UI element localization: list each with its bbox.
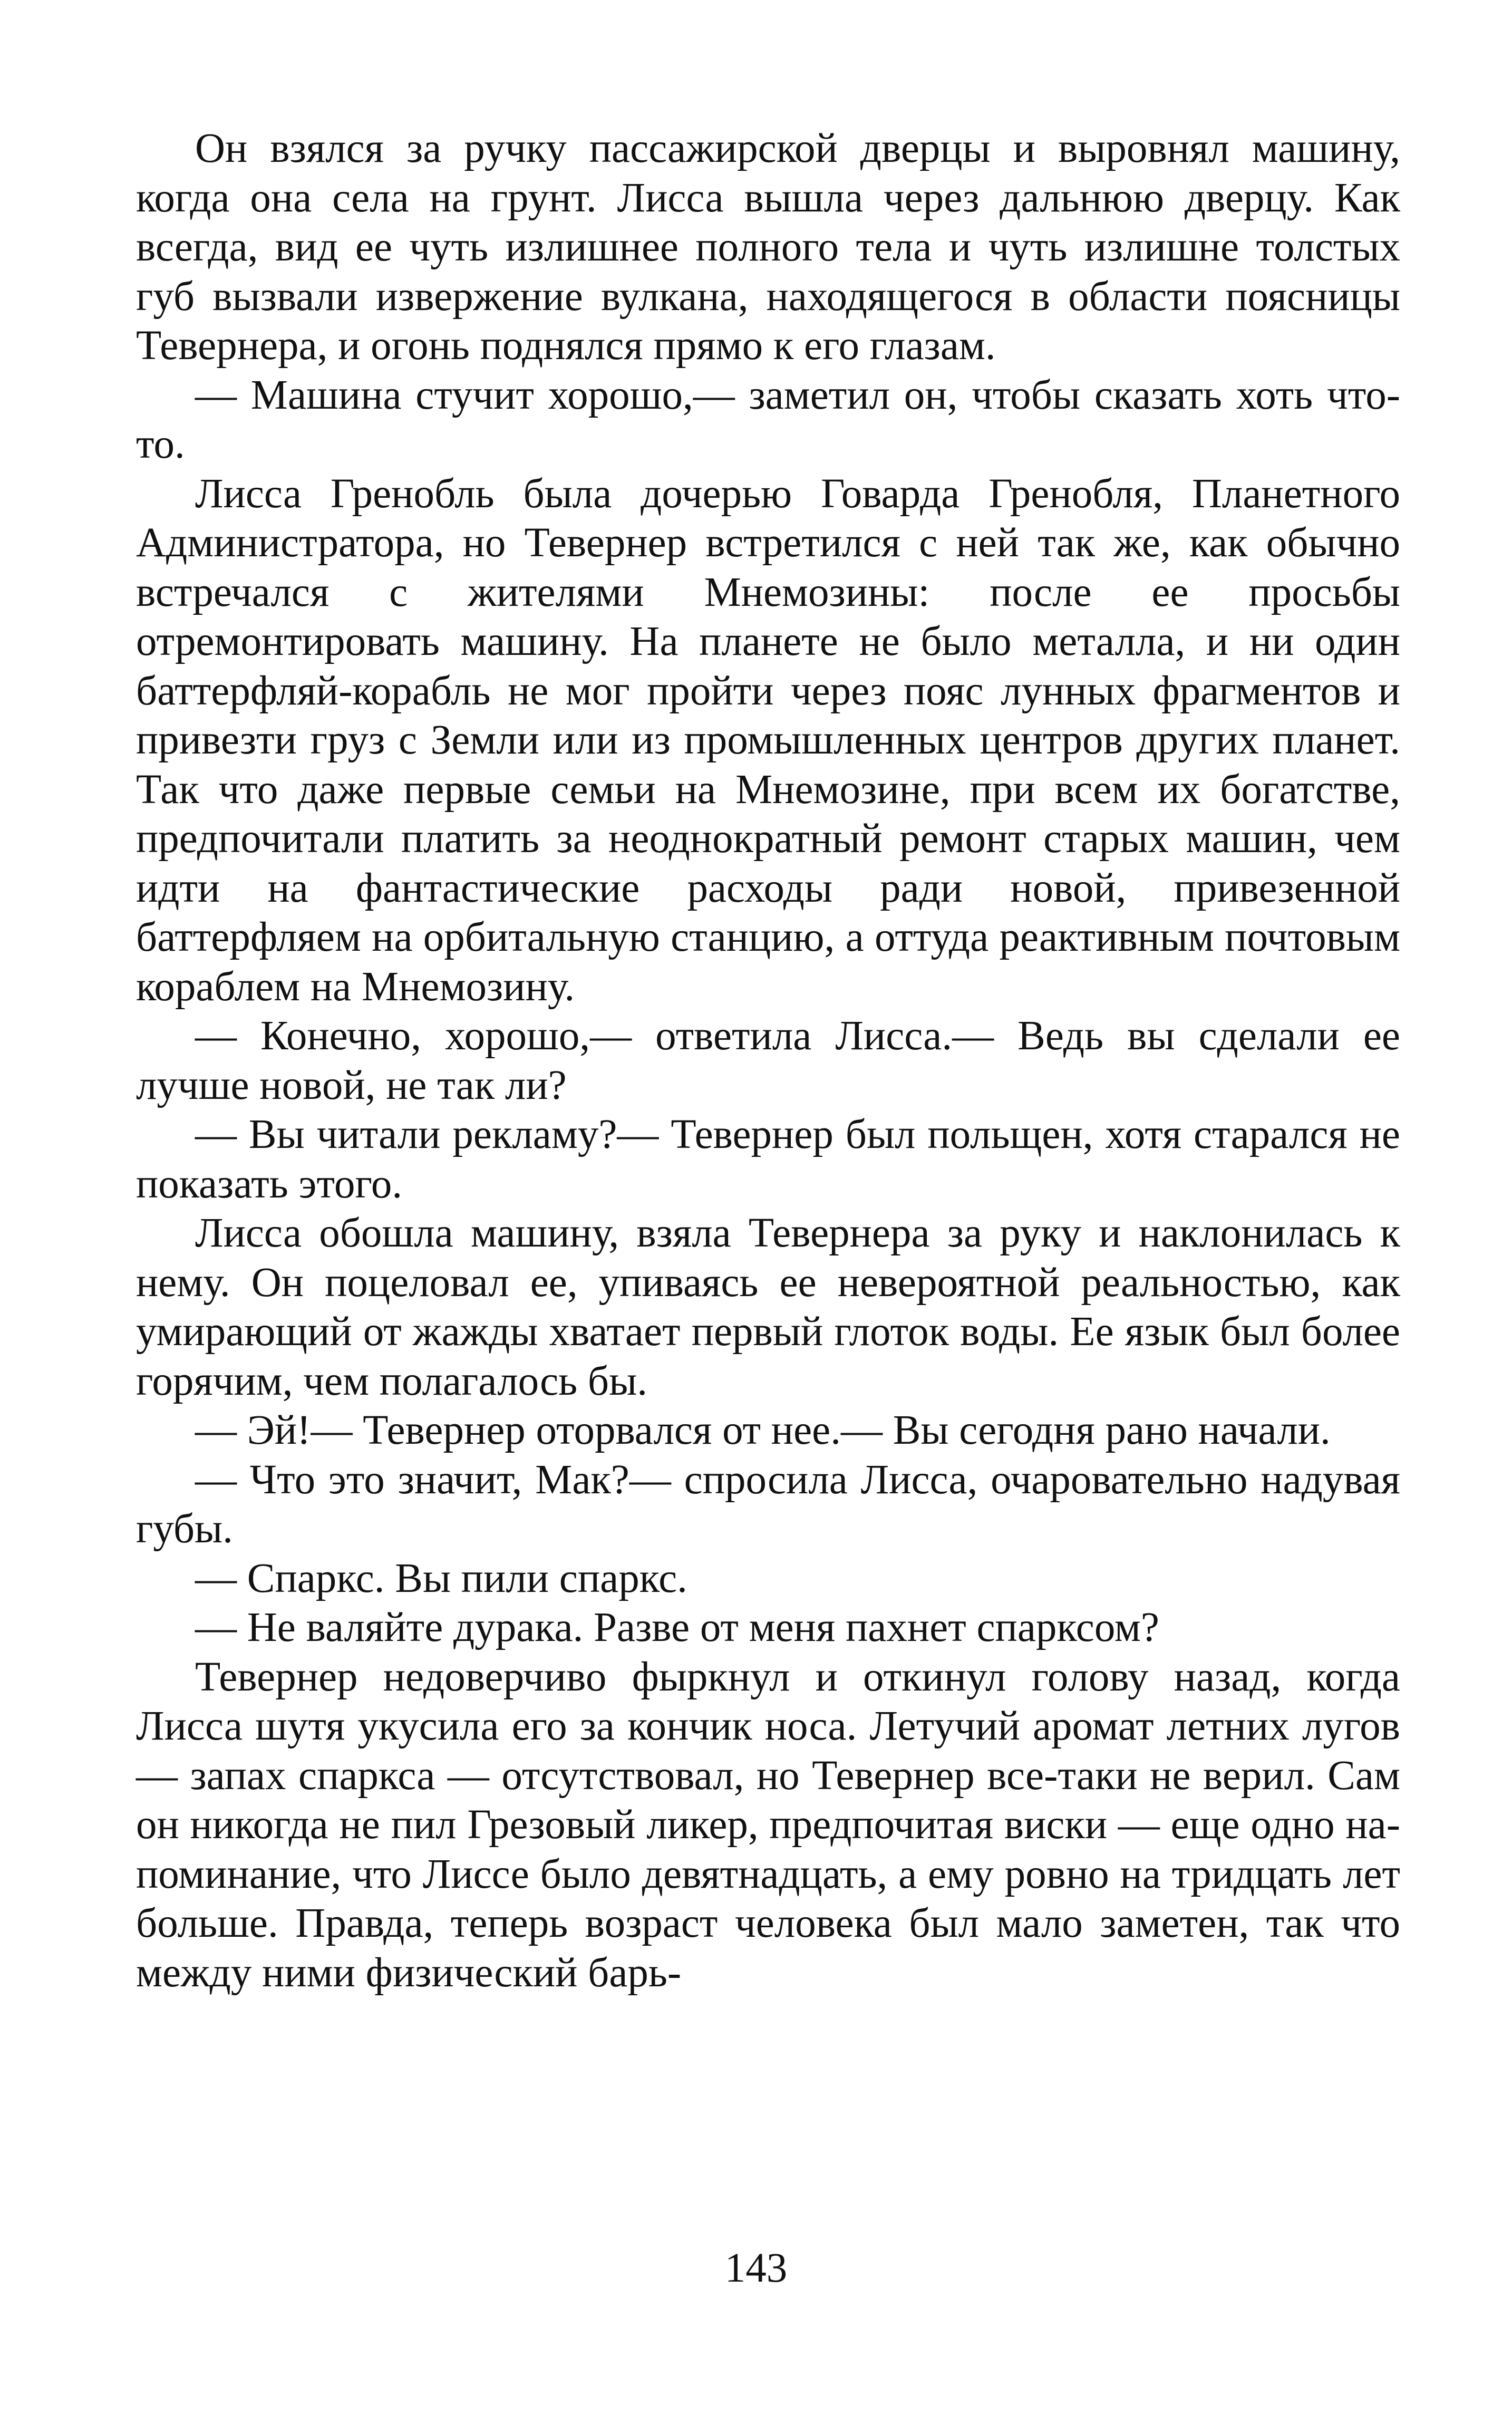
paragraph: — Вы читали рекламу?— Тевернер был польщен, хотя старался не показать этого.: [136, 1112, 1400, 1207]
paragraph: — Что это значит, Мак?— спросила Лисса, очаровательно надувая губы.: [136, 1456, 1400, 1552]
paragraph: Он взялся за ручку пассажирской дверцы и выровнял машину, когда она села на грунт. Лисса вышла через дальнюю дверцу. Как всегда, вид ее чуть излишнее полного тела и чуть излишне толстых губ вызвали извержение вулкана, находящегося в области поясницы Тевернера, и огонь поднялся прямо к его глазам.: [136, 125, 1400, 369]
paragraph: — Конечно, хорошо,— ответила Лисса.— Ведь вы сделали ее лучше новой, не так ли?: [136, 1013, 1400, 1108]
page-number: 143: [724, 2245, 788, 2291]
paragraph: — Эй!— Тевернер оторвался от нее.— Вы сегодня рано начали.: [195, 1407, 1331, 1453]
paragraph: — Не валяйте дурака. Разве от меня пахнет спарксом?: [195, 1605, 1159, 1650]
paragraph: — Машина стучит хорошо,— заметил он, чтобы сказать хоть что-то.: [136, 372, 1400, 467]
paragraph: Лисса Гренобль была дочерью Говарда Гренобля, Планетного Администратора, но Тевернер встретился с ней так же, как обычно встречался с жителями Мнемозины: после ее просьбы отремонтировать машину. На планете не было металла, и ни один баттерфляй-корабль не мог пройти через пояс лунных фрагментов и привезти груз с Земли или из промышленных центров других планет. Так что даже первые семьи на Мнемозине, при всем их богатстве, предпочитали платить за неоднократный ремонт старых машин, чем идти на фантастические расходы ради новой, привезенной баттерфляем на орбитальную станцию, а оттуда реактивным почтовым кораблем на Мнемозину.: [136, 470, 1400, 1010]
page-body: [136, 124, 1400, 1997]
paragraph: — Спаркс. Вы пили спаркс.: [195, 1555, 687, 1601]
paragraph: Тевернер недоверчиво фыркнул и откинул голову назад, когда Лисса шутя укусила его за кончик носа. Летучий аромат летних лугов — запах спаркса — отсутствовал, но Тевернер все-таки не верил. Сам он никогда не пил Грезовый ликер, предпочитая виски — еще одно напоминание, что Лиссе было девятнадцать, а ему ровно на тридцать лет больше. Правда, теперь возраст человека был мало заметен, так что между ними физический барь-: [136, 1654, 1400, 1996]
paragraph: Лисса обошла машину, взяла Тевернера за руку и наклонилась к нему. Он поцеловал ее, упиваясь ее невероятной реальностью, как умирающий от жажды хватает первый глоток воды. Ее язык был более горячим, чем полагалось бы.: [136, 1210, 1400, 1404]
